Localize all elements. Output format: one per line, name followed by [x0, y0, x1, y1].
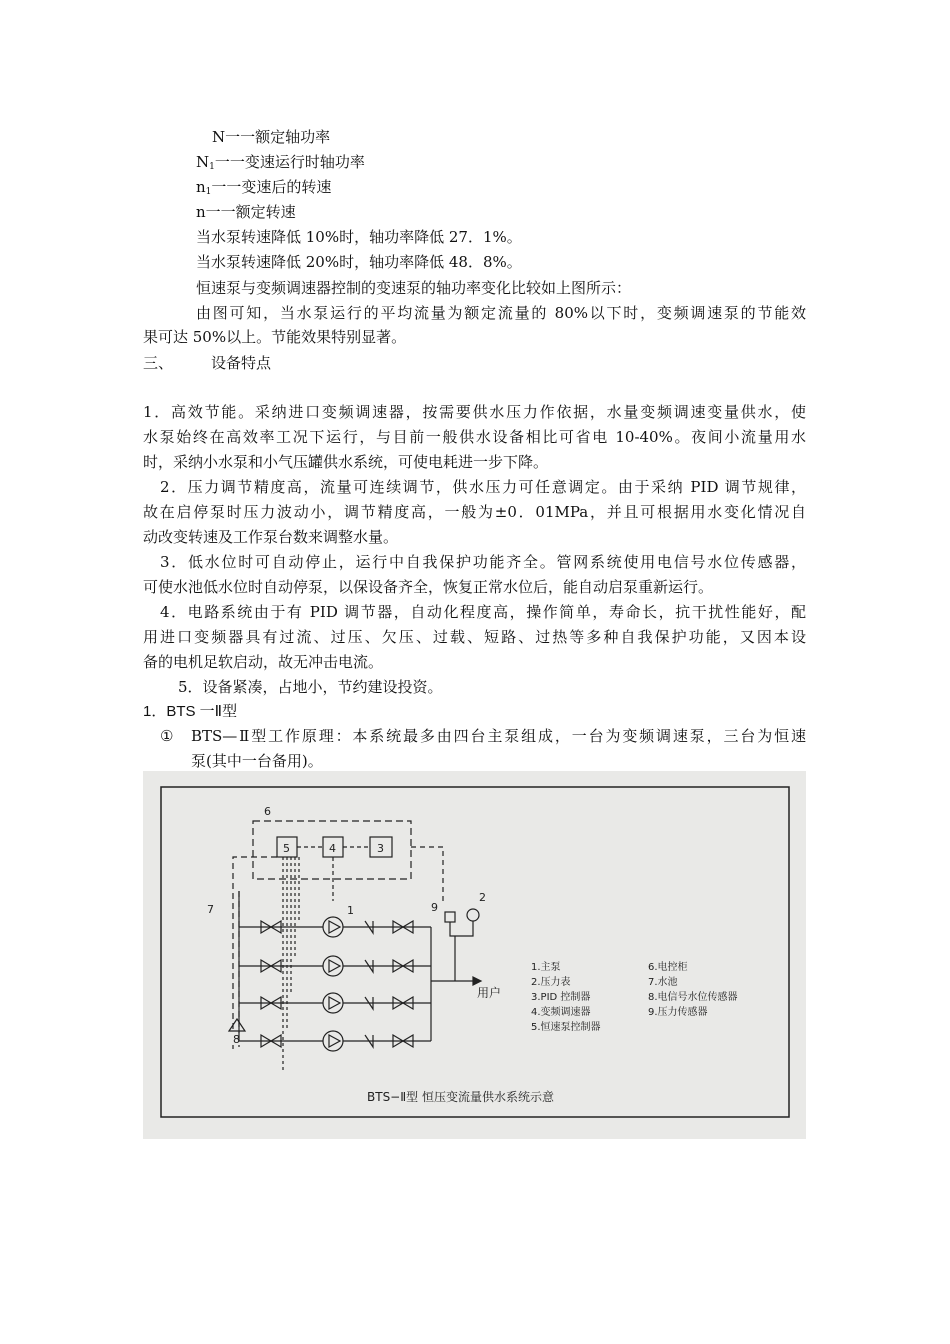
system-diagram	[143, 771, 806, 1139]
legend-item: 3.PID 控制器	[531, 992, 591, 1003]
feature-line: 可使水池低水位时自动停泵，以保设备齐全，恢复正常水位后，能自动启泵重新运行。	[143, 578, 714, 596]
feature-line: 用进口变频器具有过流、过压、欠压、过载、短路、过热等多种自我保护功能，又因本设	[143, 628, 806, 646]
feature-line: 1．高效节能。采纳进口变频调速器，按需要供水压力作依据，水量变频调速变量供水，使	[143, 403, 806, 421]
label-9: 9	[431, 901, 438, 914]
conclusion-line: 果可达 50%以上。节能效果特别显著。	[143, 328, 407, 346]
legend-item: 7.水池	[648, 977, 678, 988]
feature-line: 2．压力调节精度高，流量可连续调节，供水压力可任意调定。由于采纳 PID 调节规律，	[160, 478, 806, 496]
label-3: 3	[377, 842, 384, 855]
principle-marker: ①	[160, 727, 174, 745]
feature-line: 时，采纳小水泵和小气压罐供水系统，可使电耗进一步下降。	[143, 453, 549, 471]
feature-line: 备的电机足软启动，故无冲击电流。	[143, 653, 384, 671]
legend-item: 8.电信号水位传感器	[648, 992, 738, 1003]
section-title: 设备特点	[211, 354, 272, 372]
legend-item: 6.电控柜	[648, 962, 688, 973]
legend-item: 4.变频调速器	[531, 1007, 591, 1018]
statement-line: 恒速泵与变频调速器控制的变速泵的轴功率变化比较如上图所示：	[196, 279, 632, 297]
definition-line: N一一额定轴功率	[212, 128, 331, 146]
user-label: 用户	[477, 986, 502, 1000]
definition-line: n一一额定转速	[196, 203, 296, 221]
pressure-gauge	[467, 909, 479, 921]
water-level-sensor	[229, 1019, 245, 1031]
pressure-sensor	[445, 912, 455, 922]
statement-line: 当水泵转速降低 20%时，轴功率降低 48．8%。	[196, 253, 522, 271]
feature-line: 5．设备紧凑，占地小，节约建设投资。	[178, 678, 443, 696]
legend-item: 9.压力传感器	[648, 1007, 708, 1018]
feature-line: 水泵始终在高效率工况下运行，与目前一般供水设备相比可省电 10-40%。夜间小流量用水	[143, 428, 806, 446]
label-6: 6	[264, 805, 271, 818]
principle-line: BTS—Ⅱ型工作原理：本系统最多由四台主泵组成，一台为变频调速泵，三台为恒速	[191, 727, 806, 745]
feature-line: 3．低水位时可自动停止，运行中自我保护功能齐全。管网系统使用电信号水位传感器，	[160, 553, 806, 571]
conclusion-line: 由图可知，当水泵运行的平均流量为额定流量的 80%以下时，变频调速泵的节能效	[196, 304, 806, 322]
label-2: 2	[479, 891, 486, 904]
label-8: 8	[233, 1033, 240, 1046]
definition-line: $n_1$一一变速后的转速	[196, 178, 332, 197]
label-4: 4	[329, 842, 336, 855]
figure-caption: BTS−Ⅱ型 恒压变流量供水系统示意	[367, 1090, 554, 1104]
legend-item: 2.压力表	[531, 977, 571, 988]
feature-line: 动改变转速及工作泵台数来调整水量。	[143, 528, 399, 546]
feature-line: 故在启停泵时压力波动小，调节精度高，一般为±0．01MPa，并且可根据用水变化情况自	[143, 503, 806, 521]
label-7: 7	[207, 903, 214, 916]
section-number: 三、	[143, 354, 174, 372]
definition-line: $N_1$一一变速运行时轴功率	[196, 153, 365, 172]
label-5: 5	[283, 842, 290, 855]
figure-frame	[161, 787, 789, 1117]
model-heading: 1．BTS 一Ⅱ型	[143, 703, 238, 720]
statement-line: 当水泵转速降低 10%时，轴功率降低 27．1%。	[196, 228, 522, 246]
system-diagram-figure	[143, 771, 806, 1139]
feature-line: 4．电路系统由于有 PID 调节器，自动化程度高，操作简单，寿命长，抗干扰性能好，配	[160, 603, 806, 621]
legend-item: 5.恒速泵控制器	[531, 1022, 601, 1033]
principle-line: 泵(其中一台备用)。	[191, 752, 323, 770]
legend-item: 1.主泵	[531, 962, 561, 973]
label-1: 1	[347, 904, 354, 917]
